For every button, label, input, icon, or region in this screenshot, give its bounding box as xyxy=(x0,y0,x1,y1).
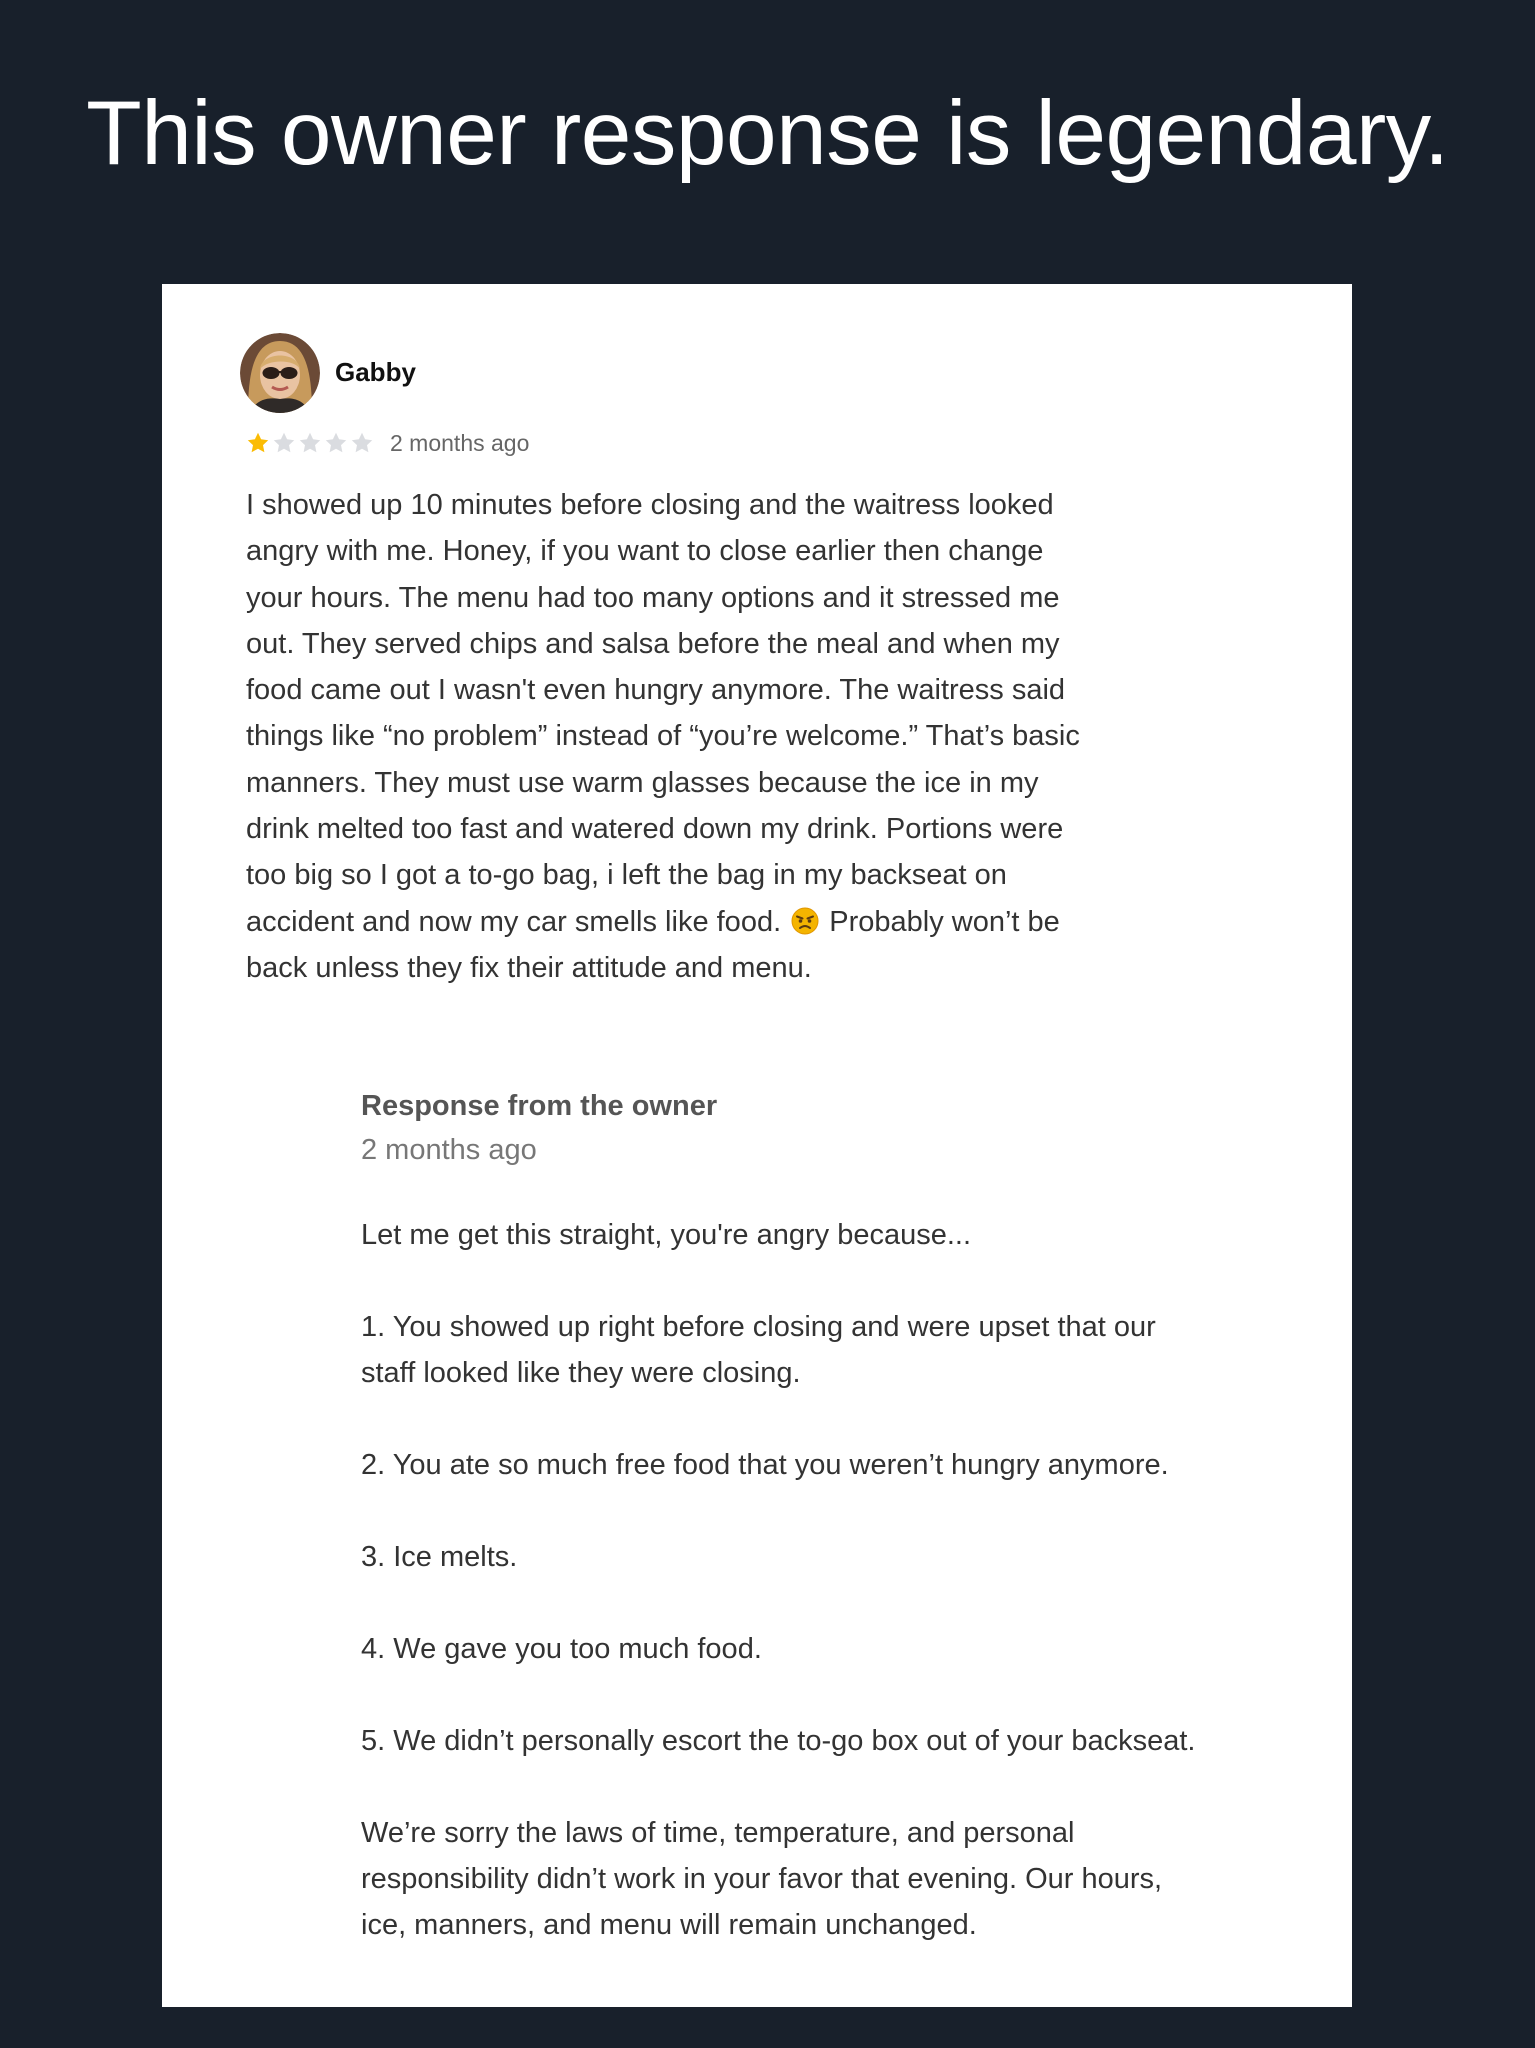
review-text-part-1: I showed up 10 minutes before closing and the waitress looked angry with me. Honey, if you want to close earlier then change your hours. The menu had too many options and it stressed me out. They served chips and salsa before the meal and when my food came out I wasn't even hungry anymore. The waitress said things like “no problem” instead of “you’re welcome.” That’s basic manners. They must use warm glasses because the ice in my drink melted too fast and watered down my drink. Portions were too big so I got a to-go bag, i left the bag in my backseat on accident and now my car smells like food. xyxy=(246,489,1080,938)
response-paragraph: 5. We didn’t personally escort the to-go box out of your backseat. xyxy=(361,1725,1196,1757)
owner-response-title: Response from the owner xyxy=(361,1090,718,1122)
review-date: 2 months ago xyxy=(390,430,530,456)
response-paragraph: 4. We gave you too much food. xyxy=(361,1633,762,1665)
star-rating xyxy=(246,431,374,455)
star-empty-icon xyxy=(272,431,296,455)
angry-face-emoji-icon xyxy=(791,903,819,931)
star-filled-icon xyxy=(246,431,270,455)
reviewer-header xyxy=(240,332,416,414)
review-card xyxy=(162,284,1352,2007)
star-empty-icon xyxy=(350,431,374,455)
headline: This owner response is legendary. xyxy=(86,83,1449,184)
owner-response xyxy=(361,1084,1311,1948)
review-text xyxy=(246,482,1186,991)
response-paragraph: 3. Ice melts. xyxy=(361,1541,518,1573)
review-text-part-2: Probably won’t be back unless they fix their attitude and menu. xyxy=(246,905,1060,984)
reviewer-name[interactable]: Gabby xyxy=(335,357,416,387)
star-empty-icon xyxy=(298,431,322,455)
response-paragraph: Let me get this straight, you're angry because... xyxy=(361,1219,972,1251)
reviewer-avatar[interactable] xyxy=(240,333,320,413)
response-paragraph: We’re sorry the laws of time, temperature, and personal responsibility didn’t work in your favor that evening. Our hours, ice, manners, and menu will remain unchanged. xyxy=(361,1817,1163,1941)
owner-response-date: 2 months ago xyxy=(361,1134,537,1166)
star-empty-icon xyxy=(324,431,348,455)
owner-response-body xyxy=(361,1212,1311,1948)
response-paragraph: 1. You showed up right before closing and were upset that our staff looked like they were closing. xyxy=(361,1311,1156,1389)
rating-row xyxy=(246,426,529,460)
response-paragraph: 2. You ate so much free food that you weren’t hungry anymore. xyxy=(361,1449,1169,1481)
